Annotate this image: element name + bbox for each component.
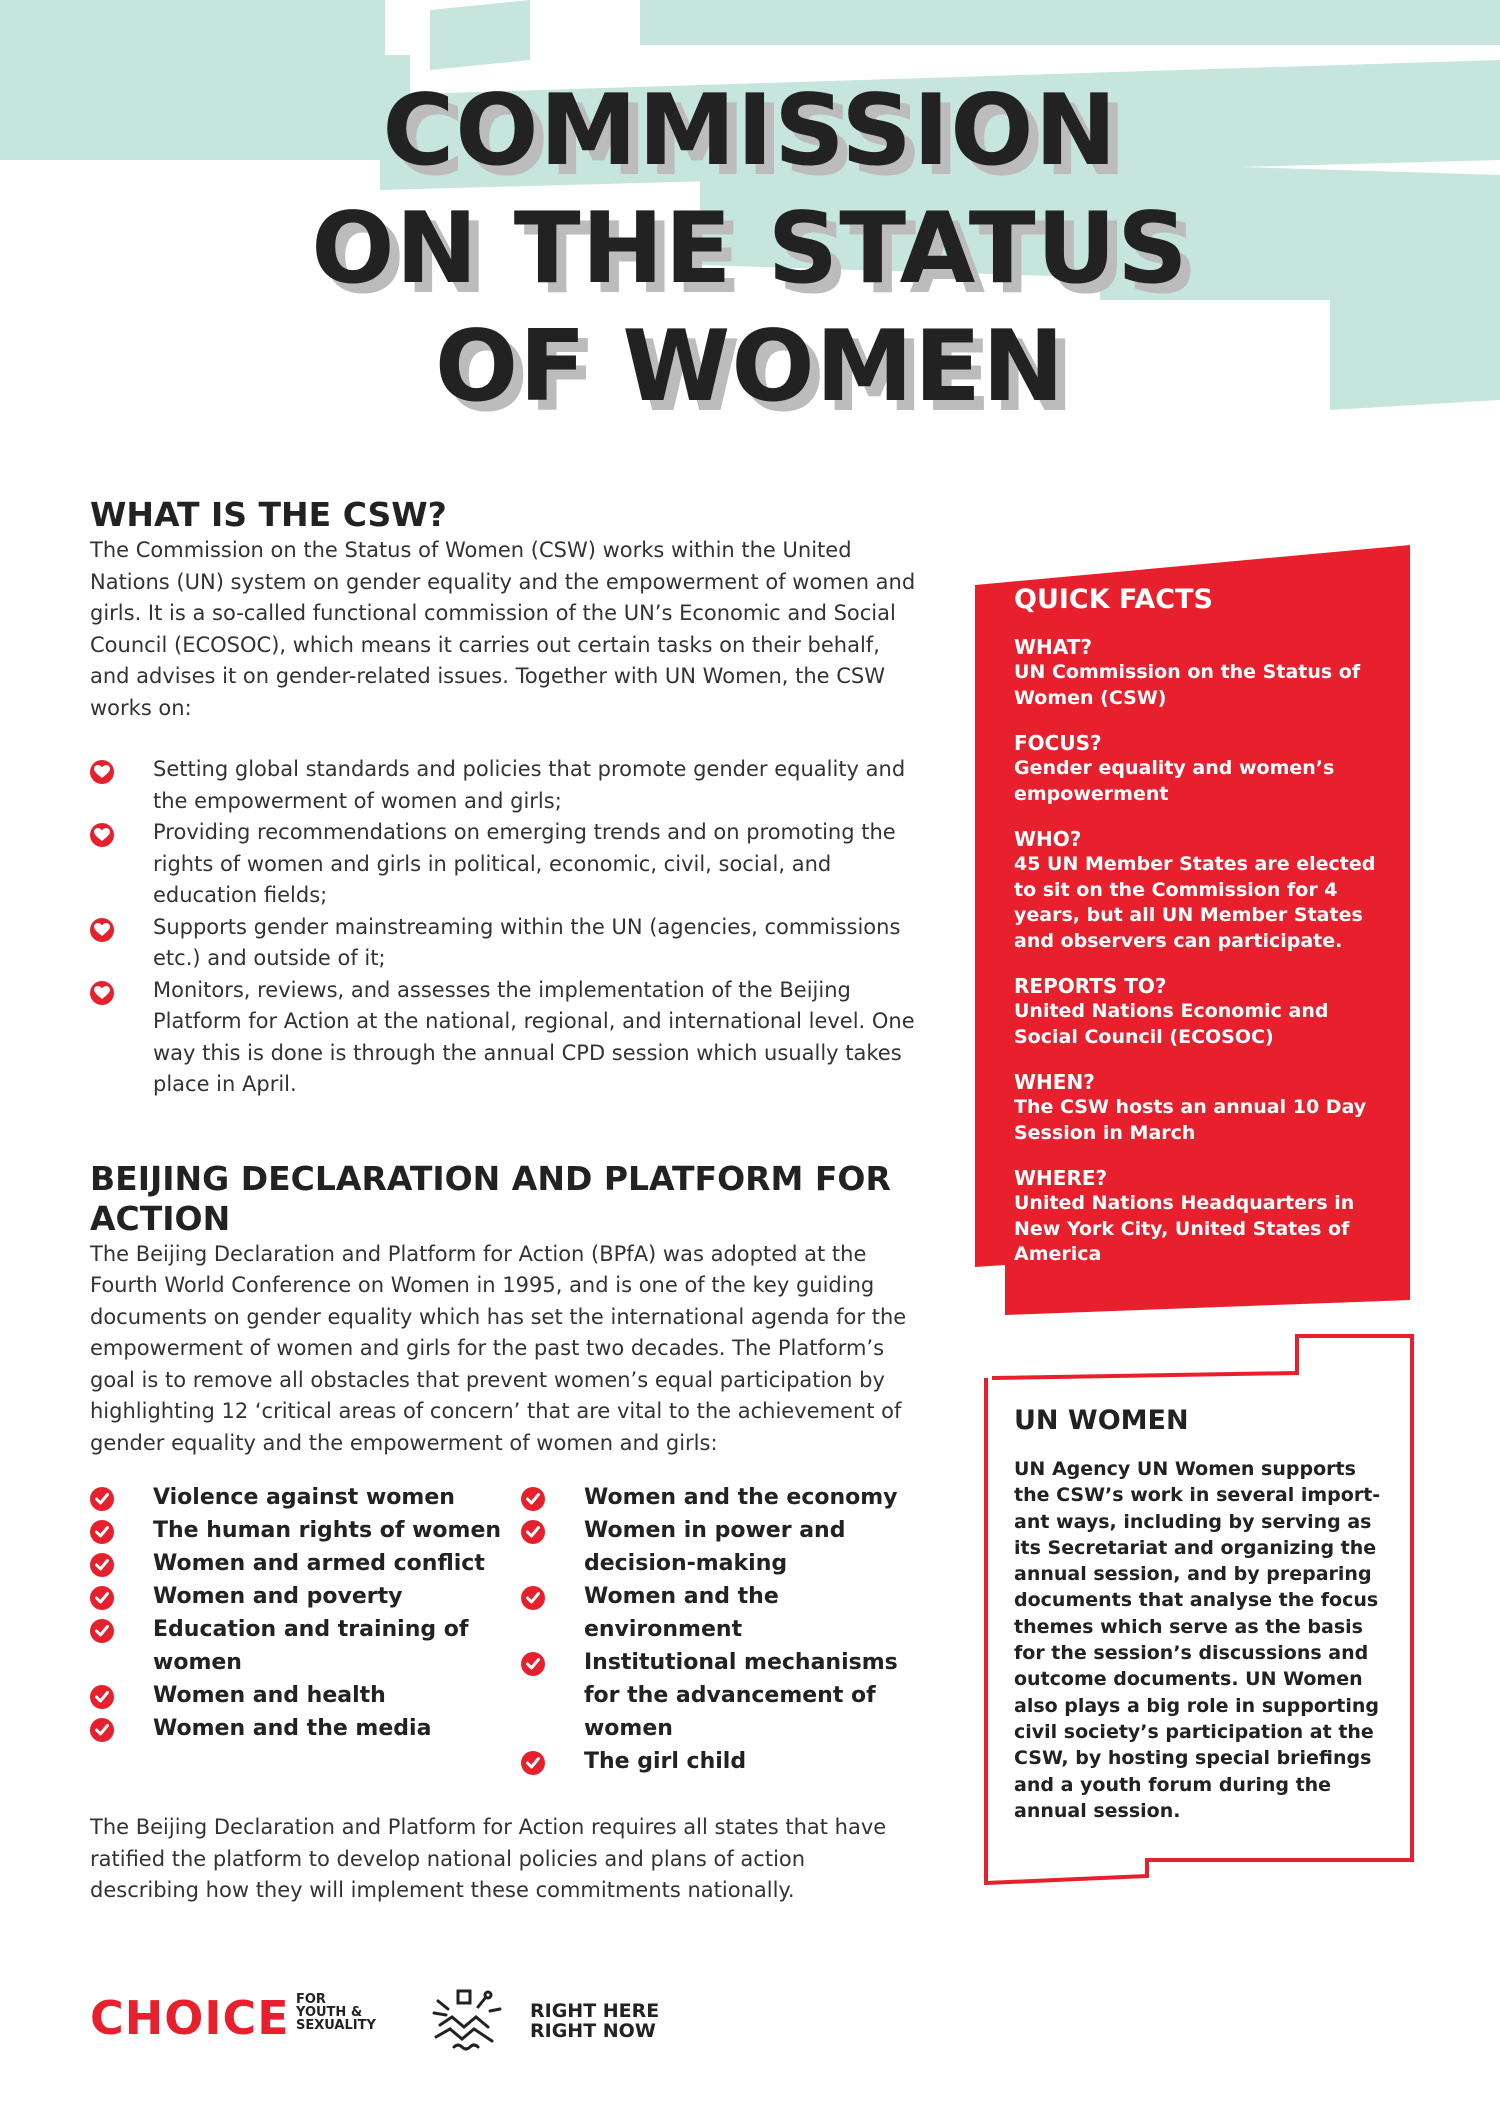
list-item <box>90 1679 521 1712</box>
fact-label: WHEN? <box>1014 1070 1095 1094</box>
footer-logos <box>90 1985 790 2055</box>
critical-area-text: The girl child <box>583 1749 747 1774</box>
critical-area-text: Education and training of women <box>153 1617 469 1675</box>
heart-icon <box>90 823 114 847</box>
choice-logo-subtitle <box>296 1993 376 2032</box>
critical-areas-column-2 <box>521 1481 920 1778</box>
fact-label: FOCUS? <box>1014 731 1102 755</box>
heart-icon <box>90 918 114 942</box>
fact-label: WHAT? <box>1014 635 1092 659</box>
critical-area-text: Violence against women <box>153 1485 455 1510</box>
critical-areas-list <box>90 1481 920 1778</box>
list-item <box>521 1745 920 1778</box>
list-item <box>90 1481 521 1514</box>
csw-bullet-text: Setting global standards and policies that promote gender equality and the empowerment of women and girls; <box>153 757 906 813</box>
fact-label: WHERE? <box>1014 1166 1108 1190</box>
choice-sub-line: FOR <box>296 1992 326 2007</box>
heart-icon <box>90 760 114 784</box>
fact-value: UN Commission on the Status of Women (CSW) <box>1014 661 1361 709</box>
fact-label: WHO? <box>1014 827 1082 851</box>
page-title <box>0 72 1500 426</box>
critical-area-text: Institutional mechanisms for the advancement of women <box>583 1650 898 1741</box>
critical-area-text: Women and the media <box>153 1716 432 1741</box>
list-item <box>90 817 920 912</box>
main-column <box>90 495 920 1907</box>
critical-area-text: Women in power and decision-making <box>583 1518 846 1576</box>
csw-bullet-text: Monitors, reviews, and assesses the implementation of the Beijing Platform for Action at the national, regional, and international level. One way this is done is through the annual CPD session which usually takes place in April. <box>153 977 915 1096</box>
title-line-1: COMMISSION <box>382 74 1118 188</box>
fact-value: 45 UN Member States are elected to sit on the Commission for 4 years, but all UN Member States and observers can participate. <box>1014 853 1376 952</box>
quick-facts-panel <box>1014 583 1394 1288</box>
check-icon <box>521 1520 545 1544</box>
fact-reports-to <box>1014 974 1394 1050</box>
list-item <box>90 1613 521 1679</box>
list-item <box>521 1514 920 1580</box>
list-item <box>521 1481 920 1514</box>
fact-who <box>1014 827 1394 954</box>
un-women-panel <box>1014 1404 1394 1824</box>
check-icon <box>521 1586 545 1610</box>
fact-what <box>1014 635 1394 711</box>
csw-heading: WHAT IS THE CSW? <box>90 495 447 534</box>
csw-bullet-text: Supports gender mainstreaming within the UN (agencies, commissions etc.) and outside of it; <box>153 914 901 970</box>
check-icon <box>521 1652 545 1676</box>
fact-value: United Nations Headquarters in New York City, United States of America <box>1014 1192 1355 1265</box>
un-women-heading: UN WOMEN <box>1014 1405 1189 1436</box>
list-item <box>90 1580 521 1613</box>
list-item <box>90 1712 521 1745</box>
heart-icon <box>90 981 114 1005</box>
rhrn-line: RIGHT HERE <box>530 2000 660 2022</box>
check-icon <box>90 1685 114 1709</box>
choice-logo: CHOICE <box>90 1991 290 2045</box>
list-item <box>90 1514 521 1547</box>
rhrn-line: RIGHT NOW <box>530 2020 656 2042</box>
list-item <box>90 1547 521 1580</box>
critical-areas-column-1 <box>90 1481 521 1778</box>
check-icon <box>521 1751 545 1775</box>
critical-area-text: The human rights of women <box>153 1518 502 1543</box>
check-icon <box>90 1520 114 1544</box>
check-icon <box>90 1586 114 1610</box>
check-icon <box>90 1718 114 1742</box>
critical-area-text: Women and the economy <box>583 1485 898 1510</box>
choice-sub-line: SEXUALITY <box>296 2018 376 2033</box>
un-women-text: UN Agency UN Women supports the CSW’s work in several import-ant ways, including by serving as its Secretariat and organizing the annual session, and by preparing documents that analyse the focus themes which serve as the basis for the session’s discussions and outcome documents. UN Women also plays a big role in supporting civil society’s participation at the CSW, by hosting special briefings and a youth forum during the annual session. <box>1014 1458 1381 1822</box>
csw-bullet-text: Providing recommendations on emerging trends and on promoting the rights of women and girls in political, economic, civil, social, and education fields; <box>153 820 896 907</box>
csw-bullet-list <box>90 754 920 1101</box>
csw-intro: The Commission on the Status of Women (CSW) works within the United Nations (UN) system on gender equality and the empowerment of women and girls. It is a so-called functional commission of the UN’s Economic and Social Council (ECOSOC), which means it carries out certain tasks on their behalf, and advises it on gender-related issues. Together with UN Women, the CSW works on: <box>90 538 916 720</box>
quick-facts-heading: QUICK FACTS <box>1014 584 1213 615</box>
choice-sub-line: YOUTH & <box>296 2005 363 2020</box>
right-here-right-now-icon <box>426 1985 506 2055</box>
check-icon <box>90 1487 114 1511</box>
list-item <box>521 1580 920 1646</box>
beijing-closing: The Beijing Declaration and Platform for Action requires all states that have ratified the platform to develop national policies and plans of action describing how they will implement these commitments nationally. <box>90 1815 887 1902</box>
critical-area-text: Women and armed conflict <box>153 1551 485 1576</box>
list-item <box>90 912 920 975</box>
check-icon <box>90 1619 114 1643</box>
title-line-3: OF WOMEN <box>434 310 1066 424</box>
fact-focus <box>1014 731 1394 807</box>
beijing-intro: The Beijing Declaration and Platform for Action (BPfA) was adopted at the Fourth World Conference on Women in 1995, and is one of the key guiding documents on gender equality which has set the international agenda for the empowerment of women and girls for the past two decades. The Platform’s goal is to remove all obstacles that prevent women’s equal participation by highlighting 12 ‘critical areas of concern’ that are vital to the achievement of gender equality and the empowerment of women and girls: <box>90 1241 907 1455</box>
check-icon <box>90 1553 114 1577</box>
fact-where <box>1014 1166 1394 1268</box>
right-here-right-now-logo-text <box>530 2001 659 2041</box>
fact-when <box>1014 1070 1394 1146</box>
critical-area-text: Women and the environment <box>583 1584 779 1642</box>
check-icon <box>521 1487 545 1511</box>
fact-value: Gender equality and women’s empowerment <box>1014 757 1335 805</box>
fact-value: The CSW hosts an annual 10 Day Session in March <box>1014 1096 1367 1144</box>
beijing-heading: BEIJING DECLARATION AND PLATFORM FOR ACTION <box>90 1158 891 1238</box>
fact-value: United Nations Economic and Social Council (ECOSOC) <box>1014 1000 1329 1048</box>
critical-area-text: Women and poverty <box>153 1584 403 1609</box>
fact-label: REPORTS TO? <box>1014 974 1167 998</box>
title-line-2: ON THE STATUS <box>311 192 1189 306</box>
list-item <box>90 754 920 817</box>
list-item <box>521 1646 920 1745</box>
critical-area-text: Women and health <box>153 1683 386 1708</box>
list-item <box>90 975 920 1101</box>
